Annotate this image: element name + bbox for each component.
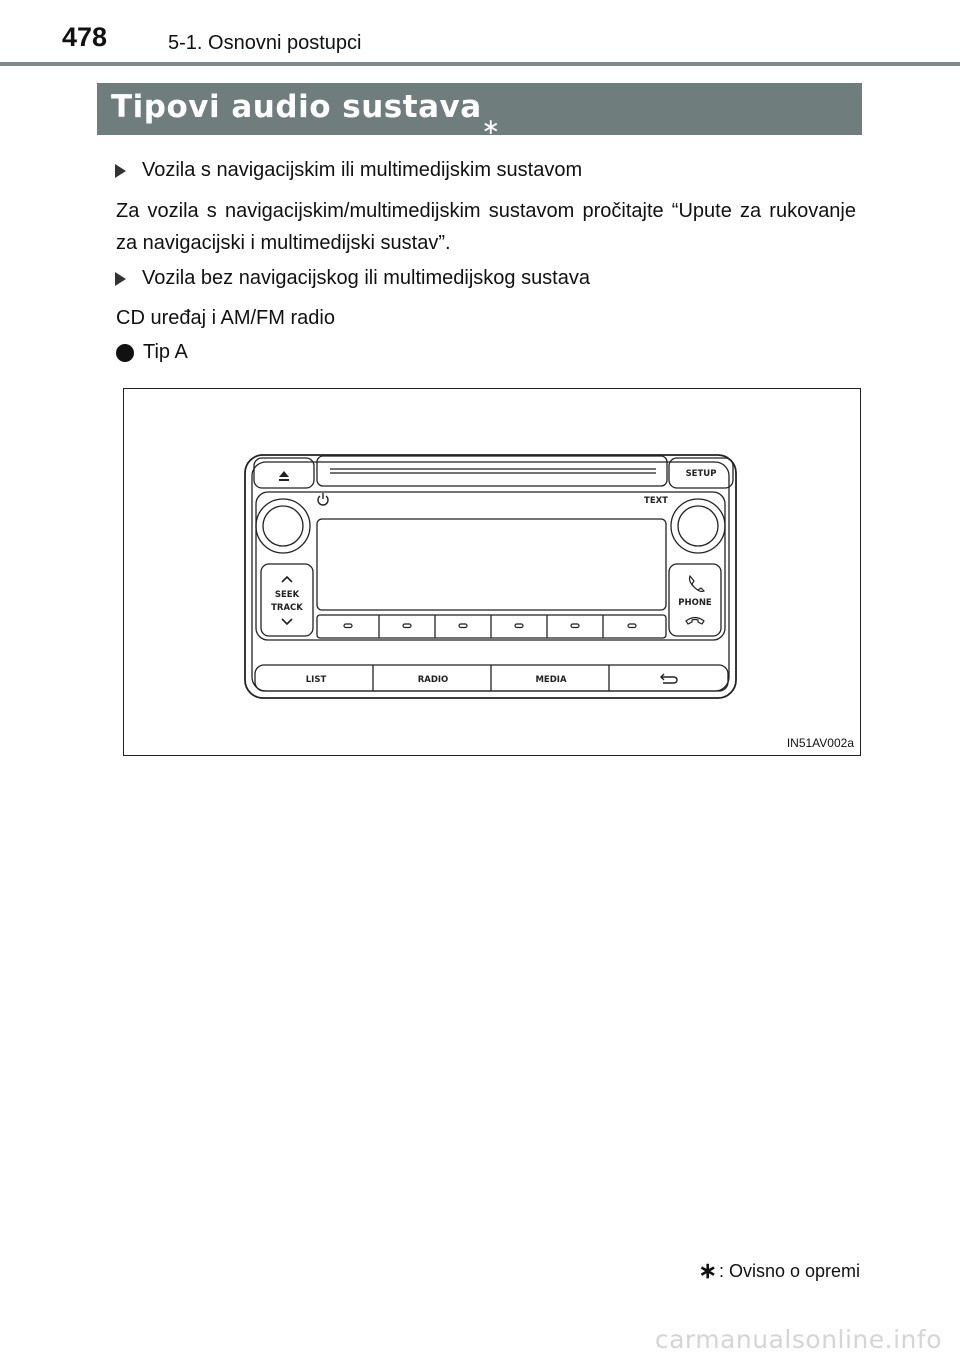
footnote-marker: ∗: [698, 1258, 717, 1283]
title-band: [97, 83, 862, 140]
seek-label: SEEK: [274, 590, 300, 600]
section-label: 5-1. Osnovni postupci: [168, 32, 362, 54]
subheading-no-navigation-text: Vozila bez navigacijskog ili multimedijskog sustava: [142, 267, 590, 289]
round-bullet-icon: [116, 344, 134, 362]
eject-icon: [279, 471, 289, 481]
track-label: TRACK: [271, 603, 303, 613]
figure-frame: [123, 388, 861, 756]
triangle-bullet-icon: [115, 272, 126, 286]
footnote: [699, 1258, 861, 1284]
back-arrow-icon: [661, 674, 677, 683]
media-label: MEDIA: [535, 675, 567, 685]
phone-hangup-icon: [686, 618, 704, 625]
subheading-no-navigation: [115, 267, 590, 290]
watermark: carmanualsonline.info: [654, 1325, 942, 1354]
footnote-text: : Ovisno o opremi: [718, 1260, 860, 1281]
triangle-bullet-icon: [115, 164, 126, 178]
phone-pickup-icon: [690, 576, 705, 592]
page-number: 478: [62, 22, 108, 52]
page-title: [111, 89, 501, 140]
power-icon: [318, 493, 328, 505]
chevron-up-icon: [282, 577, 292, 582]
paragraph-navigation-note: Za vozila s navigacijskim/multimedijskim sustavom pročitajte “Upute za rukovanje za navigacijski i multimedijski sustav”.: [116, 200, 856, 254]
cd-radio-line: CD uređaj i AM/FM radio: [116, 307, 335, 329]
subheading-navigation-text: Vozila s navigacijskim ili multimedijskim sustavom: [142, 159, 583, 181]
chevron-down-icon: [282, 619, 292, 624]
phone-label: PHONE: [678, 598, 712, 608]
type-a-label: Tip A: [143, 341, 188, 363]
audio-unit-illustration: [124, 389, 860, 755]
subheading-navigation: [115, 159, 582, 182]
figure-code: IN51AV002a: [786, 736, 854, 750]
page-title-text: Tipovi audio sustava: [111, 89, 482, 125]
radio-label: RADIO: [417, 675, 449, 685]
text-label: TEXT: [644, 496, 668, 506]
list-label: LIST: [305, 675, 327, 685]
setup-label: SETUP: [685, 469, 717, 479]
header-rule: [0, 62, 960, 66]
type-a-item: [116, 341, 188, 364]
title-footnote-marker: ∗: [481, 115, 501, 140]
